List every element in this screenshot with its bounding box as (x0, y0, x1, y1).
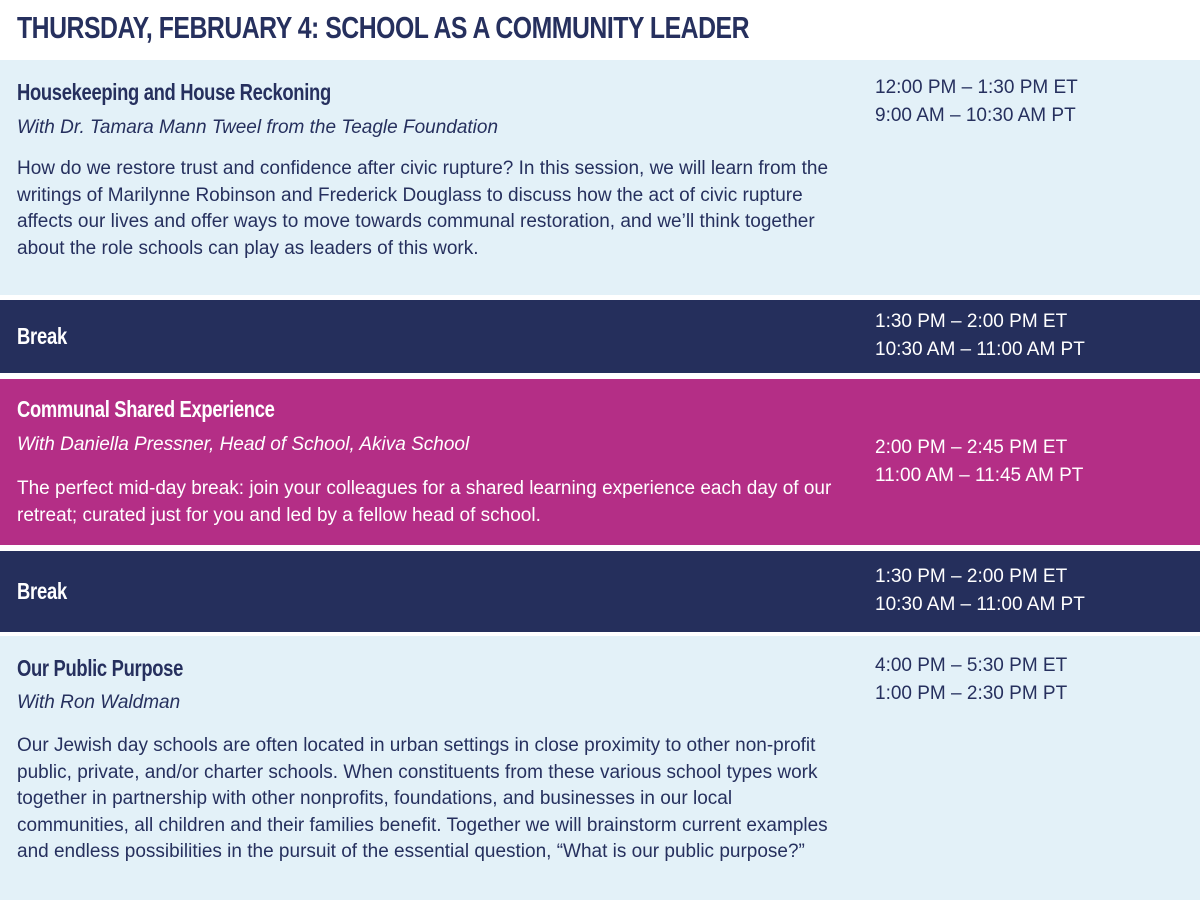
session-title: Housekeeping and House Reckoning (17, 79, 331, 105)
break-label: Break (17, 323, 67, 349)
time-et: 2:00 PM – 2:45 PM ET (875, 437, 1068, 458)
break-times (875, 563, 1085, 619)
page-title: THURSDAY, FEBRUARY 4: SCHOOL AS A COMMUNITY LEADER (17, 10, 750, 45)
session-presenter: With Daniella Pressner, Head of School, Akiva School (17, 434, 470, 455)
session-communal-experience (0, 379, 1200, 545)
session-title: Communal Shared Experience (17, 396, 275, 422)
session-description: The perfect mid-day break: join your colleagues for a shared learning experience each day of our retreat; curated just for you and led by a fellow head of school. (17, 478, 832, 526)
time-pt: 10:30 AM – 11:00 AM PT (875, 339, 1085, 360)
break-times (875, 308, 1085, 364)
time-et: 1:30 PM – 2:00 PM ET (875, 311, 1068, 332)
time-pt: 10:30 AM – 11:00 AM PT (875, 594, 1085, 615)
time-et: 4:00 PM – 5:30 PM ET (875, 655, 1068, 676)
session-housekeeping (0, 60, 1200, 295)
session-title: Our Public Purpose (17, 655, 184, 681)
time-et: 12:00 PM – 1:30 PM ET (875, 77, 1078, 98)
break-label: Break (17, 578, 67, 604)
time-et: 1:30 PM – 2:00 PM ET (875, 566, 1068, 587)
session-description: Our Jewish day schools are often located in urban settings in close proximity to other non-profit public, private, and/or charter schools. When constituents from these various school types work together in partnership with other nonprofits, foundations, and businesses in our local communities, all children and their families benefit. Together we will brainstorm current examples and endless possibilities in the pursuit of the essential question, “What is our public purpose?” (17, 735, 828, 862)
session-presenter: With Ron Waldman (17, 692, 181, 713)
time-pt: 11:00 AM – 11:45 AM PT (875, 465, 1084, 486)
session-times (875, 434, 1083, 490)
session-public-purpose (0, 636, 1200, 900)
break-row (0, 551, 1200, 632)
break-row (0, 300, 1200, 373)
session-times (875, 74, 1078, 130)
session-times (875, 652, 1067, 708)
time-pt: 1:00 PM – 2:30 PM PT (875, 683, 1068, 704)
session-description: How do we restore trust and confidence after civic rupture? In this session, we will learn from the writings of Marilynne Robinson and Frederick Douglass to discuss how the act of civic rupture affects our lives and offer ways to move towards communal restoration, and we’ll think together about the role schools can play as leaders of this work. (17, 158, 829, 259)
session-presenter: With Dr. Tamara Mann Tweel from the Teagle Foundation (17, 117, 499, 138)
time-pt: 9:00 AM – 10:30 AM PT (875, 105, 1076, 126)
